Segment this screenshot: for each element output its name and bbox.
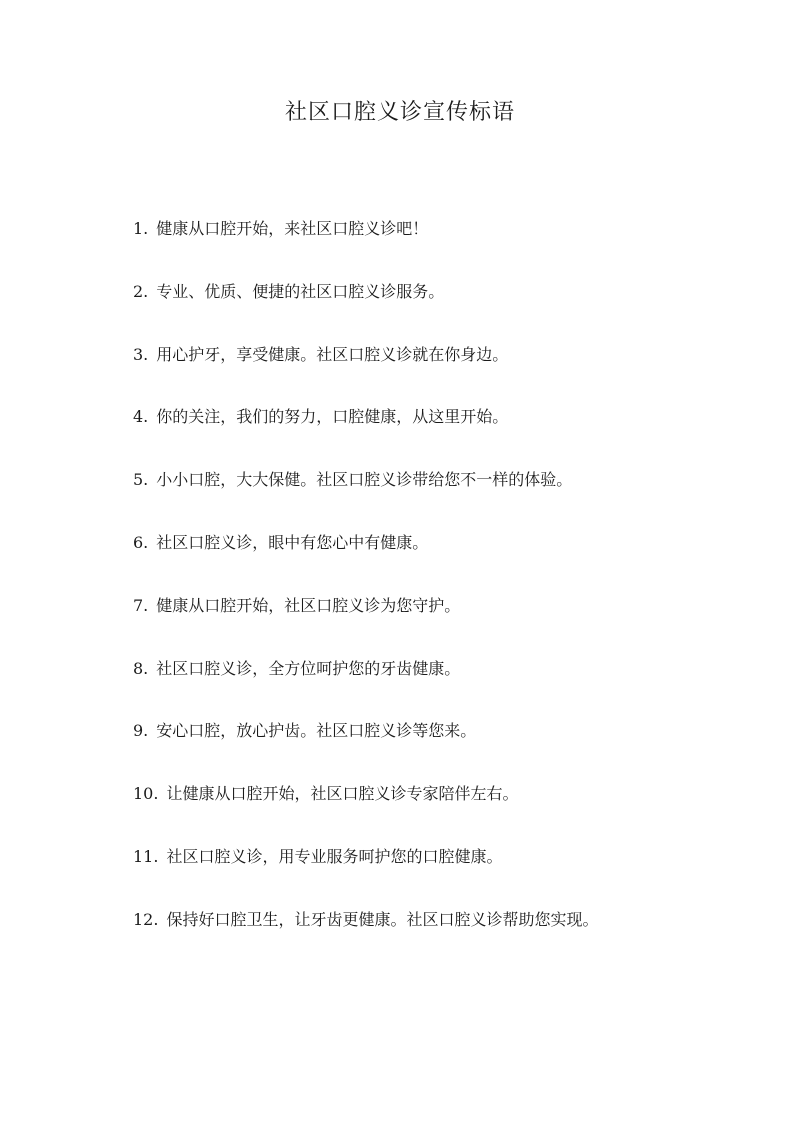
slogan-number: 3.	[133, 344, 149, 364]
slogan-text: 社区口腔义诊，全方位呵护您的牙齿健康。	[156, 658, 461, 678]
slogan-text: 健康从口腔开始，来社区口腔义诊吧！	[156, 219, 429, 238]
slogan-text: 社区口腔义诊，用专业服务呵护您的口腔健康。	[166, 846, 503, 866]
slogan-number: 9.	[133, 721, 149, 741]
slogan-text: 社区口腔义诊，眼中有您心中有健康。	[156, 532, 429, 552]
slogan-text: 用心护牙，享受健康。社区口腔义诊就在你身边。	[156, 344, 509, 364]
slogan-number: 8.	[133, 658, 149, 678]
slogan-item	[133, 278, 753, 341]
slogan-text: 保持好口腔卫生，让牙齿更健康。社区口腔义诊帮助您实现。	[166, 909, 599, 929]
slogan-item	[133, 655, 753, 718]
slogan-number: 7.	[133, 595, 149, 615]
slogan-item	[133, 466, 753, 529]
slogan-item	[133, 341, 753, 404]
slogan-number: 11.	[133, 846, 159, 866]
slogan-number: 12.	[133, 909, 159, 929]
slogan-number: 6.	[133, 532, 149, 552]
slogan-text: 你的关注，我们的努力，口腔健康，从这里开始。	[156, 407, 509, 427]
document-title: 社区口腔义诊宣传标语	[284, 100, 515, 125]
slogan-text: 让健康从口腔开始，社区口腔义诊专家陪伴左右。	[166, 784, 519, 804]
slogan-text: 小小口腔，大大保健。社区口腔义诊带给您不一样的体验。	[156, 470, 573, 490]
slogan-item	[133, 906, 753, 969]
slogan-number: 5.	[133, 470, 149, 490]
slogan-item	[133, 780, 753, 843]
slogan-text: 健康从口腔开始，社区口腔义诊为您守护。	[156, 595, 461, 615]
slogan-number: 4.	[133, 407, 149, 427]
slogan-item	[133, 403, 753, 466]
slogan-item	[133, 717, 753, 780]
slogan-item	[133, 843, 753, 906]
slogan-list	[133, 215, 753, 969]
slogan-number: 1.	[133, 219, 149, 238]
slogan-item	[133, 529, 753, 592]
slogan-number: 2.	[133, 281, 149, 301]
slogan-text: 安心口腔，放心护齿。社区口腔义诊等您来。	[156, 721, 477, 741]
slogan-number: 10.	[133, 784, 159, 804]
slogan-item	[133, 592, 753, 655]
slogan-text: 专业、优质、便捷的社区口腔义诊服务。	[156, 281, 445, 301]
slogan-item	[133, 215, 753, 278]
